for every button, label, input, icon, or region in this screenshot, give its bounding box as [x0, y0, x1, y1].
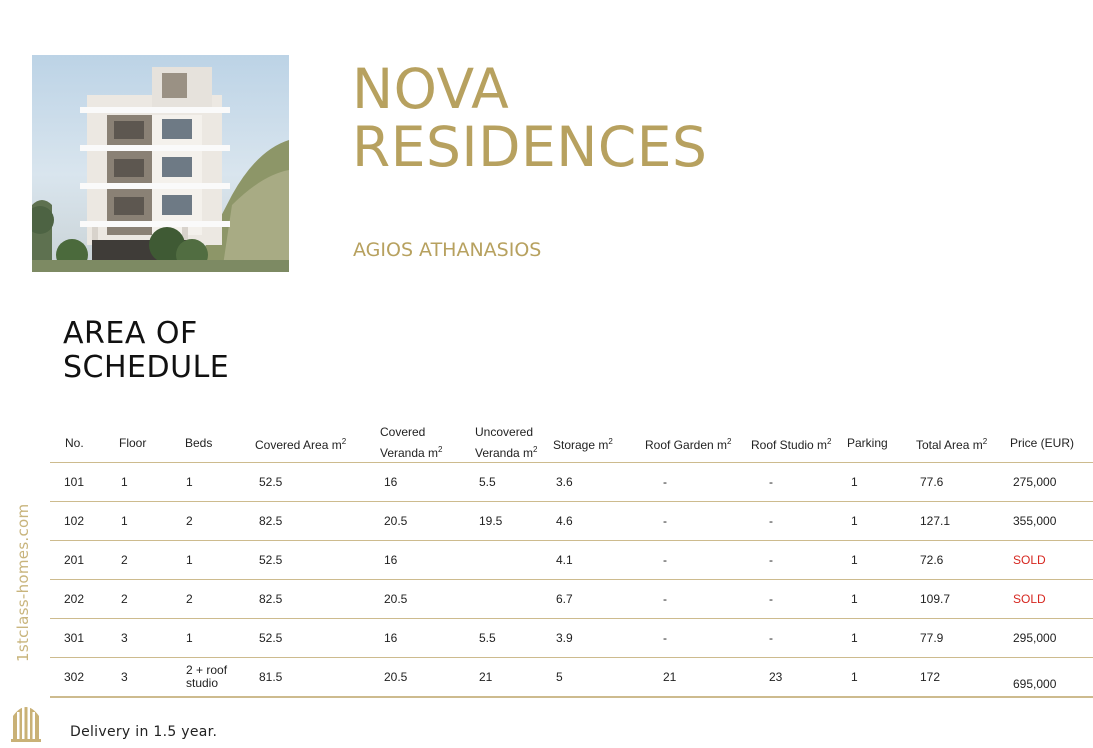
- table-row: [50, 502, 1093, 541]
- column-header: [119, 424, 146, 462]
- table-cell: 172: [920, 669, 941, 684]
- column-header-label: Covered: [380, 425, 426, 439]
- table-cell: -: [769, 474, 773, 489]
- table-cell: -: [769, 513, 773, 528]
- building-columns-logo-icon: [10, 700, 42, 742]
- table-cell: 72.6: [920, 552, 944, 567]
- column-header: [475, 424, 538, 462]
- table-cell: 82.5: [259, 513, 283, 528]
- table-cell: 1: [121, 513, 128, 528]
- table-cell: 275,000: [1013, 474, 1057, 489]
- table-cell: 77.9: [920, 630, 944, 645]
- table-cell: 20.5: [384, 513, 408, 528]
- column-header-label: Total Area m: [916, 437, 983, 452]
- project-title-line1: NOVA: [352, 57, 510, 121]
- column-header: [751, 424, 832, 462]
- unit-superscript: 2: [341, 436, 347, 446]
- table-cell: -: [663, 552, 667, 567]
- section-title-line2: SCHEDULE: [63, 350, 230, 385]
- table-cell: 1: [851, 552, 858, 567]
- table-cell: 20.5: [384, 669, 408, 684]
- column-header-label: Veranda m: [380, 446, 439, 460]
- table-cell: 52.5: [259, 474, 283, 489]
- table-cell: 295,000: [1013, 630, 1057, 645]
- table-cell: 5: [556, 669, 563, 684]
- table-cell: 102: [64, 513, 85, 528]
- table-cell: 5.5: [479, 474, 496, 489]
- table-cell: 2 + roof studio: [186, 663, 228, 690]
- column-header-label: Storage m: [553, 437, 609, 452]
- table-cell: -: [769, 591, 773, 606]
- table-cell: 1: [851, 630, 858, 645]
- table-cell: 4.6: [556, 513, 573, 528]
- column-header: [65, 424, 84, 462]
- table-cell: 5.5: [479, 630, 496, 645]
- column-header-label: Covered Area m: [255, 437, 342, 452]
- table-cell: 3: [121, 630, 128, 645]
- column-header: [553, 424, 613, 462]
- table-cell: 82.5: [259, 591, 283, 606]
- unit-superscript: 2: [727, 436, 732, 446]
- table-cell: 3: [121, 669, 128, 684]
- table-cell: 201: [64, 552, 85, 567]
- sold-status: SOLD: [1013, 591, 1046, 606]
- table-header-row: [50, 424, 1093, 462]
- column-header: [1010, 424, 1074, 462]
- table-cell: 23: [769, 669, 783, 684]
- column-header: [645, 424, 732, 462]
- table-cell: 1: [186, 552, 193, 567]
- section-title: [63, 317, 229, 385]
- sold-status: SOLD: [1013, 552, 1046, 567]
- table-cell: 3.9: [556, 630, 573, 645]
- unit-superscript: 2: [982, 436, 988, 446]
- column-header: [185, 424, 212, 462]
- table-cell: 16: [384, 630, 398, 645]
- unit-superscript: 2: [438, 445, 443, 454]
- table-cell: 1: [851, 669, 858, 684]
- table-cell: 6.7: [556, 591, 573, 606]
- table-cell: 202: [64, 591, 85, 606]
- table-cell: -: [663, 591, 667, 606]
- table-cell: 1: [121, 474, 128, 489]
- table-cell: 2: [121, 591, 128, 606]
- table-row: [50, 463, 1093, 502]
- column-header-label: Roof Studio m: [751, 437, 828, 452]
- table-cell: 4.1: [556, 552, 573, 567]
- table-cell: -: [663, 630, 667, 645]
- table-cell: 1: [851, 513, 858, 528]
- table-cell: 52.5: [259, 630, 283, 645]
- column-header-label: Parking: [847, 435, 888, 450]
- table-row: [50, 658, 1093, 698]
- area-schedule-table: [50, 424, 1093, 698]
- table-cell: 1: [851, 591, 858, 606]
- table-cell: 1: [186, 630, 193, 645]
- table-cell: 2: [186, 591, 193, 606]
- column-header: [380, 424, 443, 462]
- table-body: [50, 462, 1093, 698]
- unit-superscript: 2: [608, 436, 613, 446]
- table-cell: 695,000: [1013, 677, 1057, 691]
- column-header: [847, 424, 888, 462]
- column-header-label: Veranda m: [475, 446, 534, 460]
- table-row: [50, 580, 1093, 619]
- table-row: [50, 541, 1093, 580]
- column-header-label: Roof Garden m: [645, 437, 728, 452]
- table-cell: -: [663, 474, 667, 489]
- table-cell: 101: [64, 474, 85, 489]
- table-cell: 19.5: [479, 513, 503, 528]
- project-title-line2: RESIDENCES: [352, 115, 708, 179]
- table-cell: 16: [384, 474, 398, 489]
- table-cell: -: [769, 630, 773, 645]
- project-location: AGIOS ATHANASIOS: [353, 239, 542, 261]
- column-header: [255, 424, 346, 462]
- table-cell: 109.7: [920, 591, 951, 606]
- table-cell: 81.5: [259, 669, 283, 684]
- table-cell: -: [663, 513, 667, 528]
- table-cell: 1: [851, 474, 858, 489]
- website-label: 1stclass-homes.com: [14, 503, 32, 662]
- table-cell: 21: [479, 669, 493, 684]
- project-title: [352, 57, 708, 179]
- column-header-label: Floor: [119, 435, 147, 450]
- table-cell: 301: [64, 630, 85, 645]
- building-rendering-image: [32, 55, 289, 272]
- table-cell: 77.6: [920, 474, 944, 489]
- table-cell: -: [769, 552, 773, 567]
- table-cell: 20.5: [384, 591, 408, 606]
- table-row: [50, 619, 1093, 658]
- column-header-label: Uncovered: [475, 425, 534, 439]
- table-cell: 355,000: [1013, 513, 1057, 528]
- unit-superscript: 2: [827, 436, 832, 446]
- section-title-line1: AREA OF: [63, 316, 198, 351]
- table-cell: 3.6: [556, 474, 573, 489]
- table-cell: 16: [384, 552, 398, 567]
- column-header-label: Beds: [185, 435, 213, 450]
- table-cell: 2: [186, 513, 193, 528]
- website-vertical-text: [12, 503, 36, 662]
- table-cell: 127.1: [920, 513, 951, 528]
- column-header-label: No.: [65, 435, 84, 450]
- delivery-note: Delivery in 1.5 year.: [70, 724, 218, 740]
- table-cell: 21: [663, 669, 677, 684]
- table-cell: 2: [121, 552, 128, 567]
- column-header-label: Price (EUR): [1010, 435, 1075, 450]
- unit-superscript: 2: [533, 445, 538, 454]
- column-header: [916, 424, 987, 462]
- table-cell: 1: [186, 474, 193, 489]
- table-cell: 52.5: [259, 552, 283, 567]
- table-cell: 302: [64, 669, 85, 684]
